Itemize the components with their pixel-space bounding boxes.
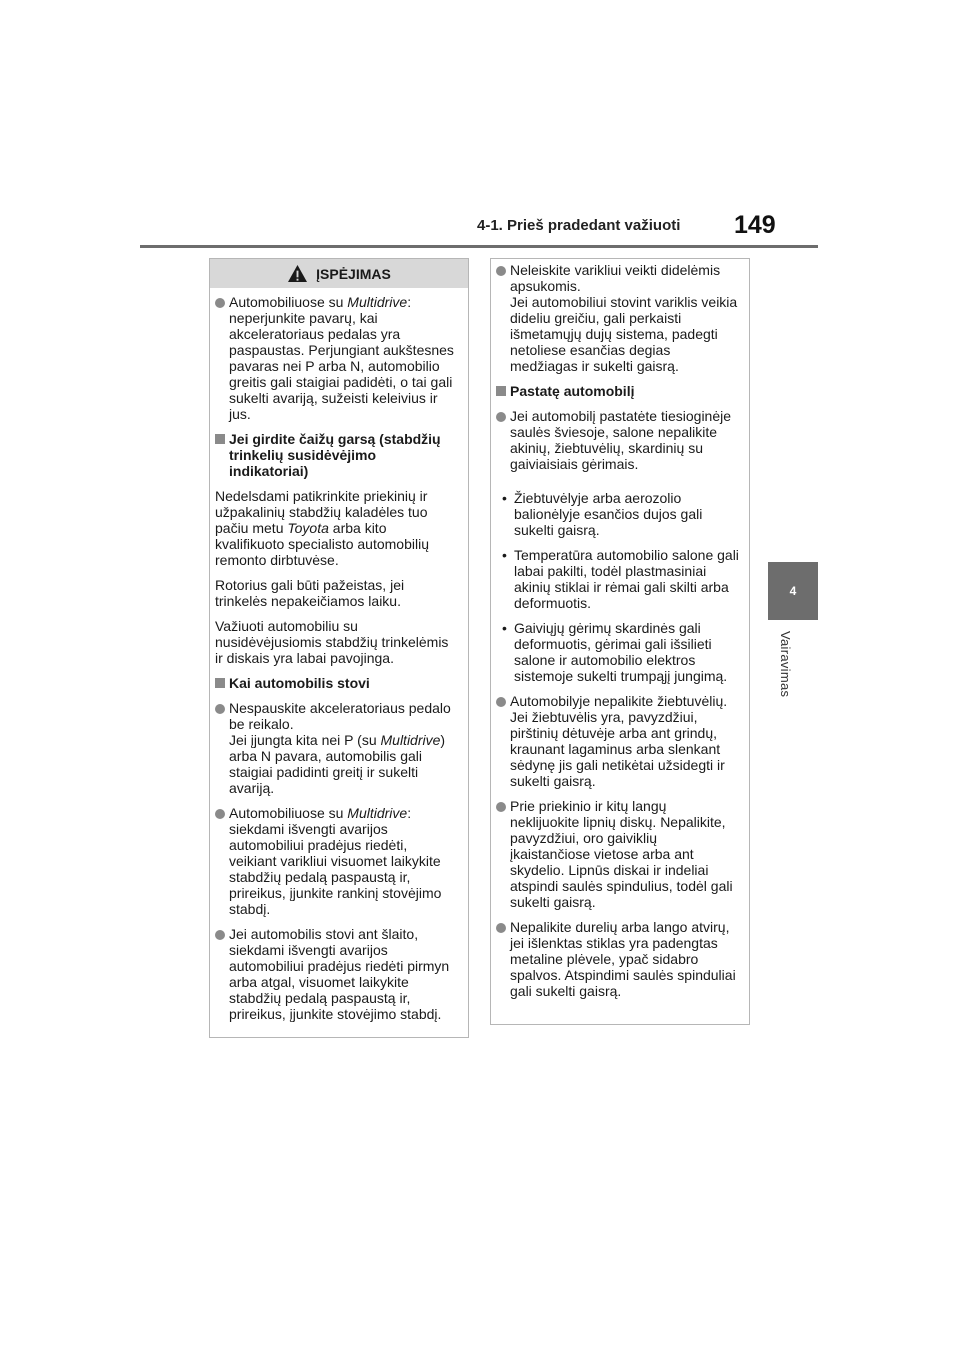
bullet-square-icon (215, 678, 225, 688)
item-text: Jei įjungta kita nei P (su (229, 732, 381, 748)
para-text: arba kito kvalifikuoto specialisto automobilių remonto dirbtuvėse. (215, 520, 429, 568)
warning-box-left (209, 258, 469, 1038)
item-text-italic: Multidrive (380, 732, 441, 748)
bullet-dot-icon (215, 704, 225, 714)
spacer (496, 481, 739, 490)
list-item (215, 294, 458, 422)
item-text: Automobiliuose su (229, 805, 348, 821)
bullet-dot-icon (215, 298, 225, 308)
heading-text: Kai automobilis stovi (229, 675, 370, 691)
bullet-dot-icon (496, 697, 506, 707)
sub-bullet (496, 547, 739, 611)
item-text: Prie priekinio ir kitų langų neklijuokite lipnių diskų. Nepalikite, pavyzdžiui, oro gaiviklių įkaistančiose vietose arba ant skydelio. Lipnūs diskai ir indeliai atspindi saulės spindulius, todėl gali sukelti gaisrą. (510, 798, 733, 910)
item-text-line (229, 732, 458, 796)
small-bullet-icon: • (502, 490, 507, 506)
item-text-italic: Multidrive (347, 294, 408, 310)
warning-triangle-icon (287, 264, 308, 283)
left-content (210, 288, 468, 1022)
warning-title: ĮSPĖJIMAS (316, 265, 391, 282)
item-text: Automobilyje nepalikite žiebtuvėlių. (510, 693, 728, 709)
section-heading (215, 431, 458, 479)
paragraph (215, 488, 458, 568)
bullet-text: Žiebtuvėlyje arba aerozolio balionėlyje esančios dujos gali sukelti gaisrą. (514, 490, 703, 538)
item-text: Jei automobilį pastatėte tiesioginėje saulės šviesoje, salone nepalikite akinių, žiebtuvėlių, skardinių su gaiviaisiais gėrimais. (510, 408, 732, 472)
list-item (496, 798, 739, 910)
page-number: 149 (734, 211, 776, 239)
sub-bullet (496, 620, 739, 684)
section-heading (215, 675, 458, 691)
para-text-italic: Toyota (287, 520, 329, 536)
warning-header (210, 259, 468, 288)
chapter-number: 4 (789, 584, 797, 598)
section-heading (496, 383, 739, 399)
small-bullet-icon: • (502, 547, 507, 563)
heading-text: Jei girdite čaižų garsą (stabdžių trinkelių susidėvėjimo indikatoriai) (229, 431, 441, 479)
list-item (215, 805, 458, 917)
item-text: Jei automobiliui stovint variklis veikia dideliu greičiu, gali perkaisti išmetamųjų dujų sistema, padegti netoliese esančias degias medžiagas ir sukelti gaisrą. (510, 294, 738, 374)
para-text: Nedelsdami patikrinkite priekinių ir užpakalinių stabdžių kaladėles tuo pačiu metu (215, 488, 428, 536)
paragraph: Rotorius gali būti pažeistas, jei trinkelės nepakeičiamos laiku. (215, 577, 405, 609)
sub-bullet (496, 490, 739, 538)
list-item (496, 919, 739, 999)
list-item (496, 262, 739, 374)
item-text: Neleiskite varikliui veikti didelėmis apsukomis. (510, 262, 721, 294)
section-title: 4-1. Prieš pradedant važiuoti (477, 217, 681, 234)
bullet-dot-icon (496, 412, 506, 422)
bullet-dot-icon (496, 266, 506, 276)
list-item (496, 693, 739, 789)
right-content (491, 259, 749, 999)
bullet-square-icon (496, 386, 506, 396)
list-item (215, 926, 458, 1022)
item-text: Jei žiebtuvėlis yra, pavyzdžiui, pirštinių dėtuvėje arba ant grindų, kraunant lagaminus arba slenkant sėdynę jis gali netikėtai užsidegti ir sukelti gaisrą. (510, 709, 725, 789)
bullet-dot-icon (496, 923, 506, 933)
chapter-name: Vairavimas (778, 631, 793, 698)
bullet-dot-icon (215, 809, 225, 819)
item-text: : neperjunkite pavarų, kai akceleratoriaus pedalas yra paspaustas. Perjungiant aukštesnes pavaras nei P arba N, automobilio greitis gali staigiai padidėti, o tai gali sukelti avariją, sužeisti keleivius ir jus. (229, 294, 454, 422)
list-item (496, 408, 739, 472)
item-text: Jei automobilis stovi ant šlaito, siekdami išvengti avarijos automobiliui pradėjus riedėti pirmyn arba atgal, visuomet laikykite stabdžių pedalą paspaustą ir, prireikus, įjunkite stovėjimo stabdį. (229, 926, 450, 1022)
bullet-dot-icon (215, 930, 225, 940)
list-item (215, 700, 458, 796)
item-text: Automobiliuose su (229, 294, 348, 310)
bullet-square-icon (215, 434, 225, 444)
item-text: : siekdami išvengti avarijos automobiliui pradėjus riedėti, veikiant varikliui visuomet laikykite stabdžių pedalą paspaustą ir, prireikus, įjunkite rankinį stovėjimo stabdį. (229, 805, 442, 917)
warning-box-right (490, 258, 750, 1025)
item-text-italic: Multidrive (347, 805, 408, 821)
bullet-text: Temperatūra automobilio salone gali labai pakilti, todėl plastmasiniai akinių stiklai ir rėmai gali skilti arba deformuotis. (514, 547, 739, 611)
paragraph: Važiuoti automobiliu su nusidėvėjusiomis stabdžių trinkelėmis ir diskais yra labai pavojinga. (215, 618, 449, 666)
item-text: Nepalikite durelių arba lango atvirų, jei išlenktas stiklas yra padengtas metaline plėvele, ypač sidabro spalvos. Atspindimi saulės spinduliai gali sukelti gaisrą. (510, 919, 736, 999)
bullet-dot-icon (496, 802, 506, 812)
small-bullet-icon: • (502, 620, 507, 636)
item-text: ) arba N pavara, automobilis gali staigiai padidinti greitį ir sukelti avariją. (229, 732, 446, 796)
item-text: Nespauskite akceleratoriaus pedalo be reikalo. (229, 700, 451, 732)
header-divider (140, 245, 818, 248)
chapter-tab (768, 562, 818, 620)
heading-text: Pastatę automobilį (510, 383, 635, 399)
bullet-text: Gaiviųjų gėrimų skardinės gali deformuotis, gėrimai gali išsilieti salone ir automobilio elektros sistemoje sukelti trumpąjį jungimą. (514, 620, 728, 684)
